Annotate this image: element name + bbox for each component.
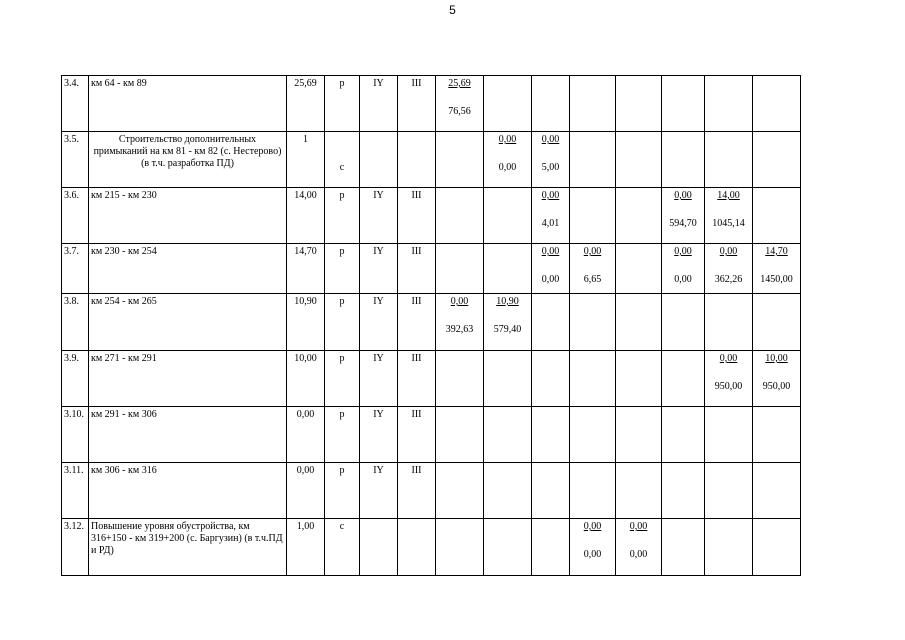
value-bottom: 0,00 bbox=[629, 549, 648, 560]
value-cell bbox=[753, 294, 801, 351]
section-name-cell: км 64 - км 89 bbox=[89, 76, 287, 132]
value-cell bbox=[662, 351, 705, 407]
value-cell bbox=[570, 188, 616, 244]
category-from-cell bbox=[360, 132, 398, 188]
value-bottom: 4,01 bbox=[541, 218, 560, 229]
value-bottom: 6,65 bbox=[583, 274, 602, 285]
table-row bbox=[62, 407, 801, 463]
value-cell bbox=[570, 351, 616, 407]
value-top: 0,00 bbox=[674, 190, 692, 201]
value-cell bbox=[532, 463, 570, 519]
value-top: 0,00 bbox=[583, 521, 602, 532]
row-number-cell: 3.10. bbox=[62, 407, 89, 463]
section-name-cell: Строительство дополнительных примыканий на км 81 - км 82 (с. Нестерово) (в т.ч. разработка ПД) bbox=[89, 132, 287, 188]
category-from-cell: IY bbox=[360, 244, 398, 294]
section-name-cell: км 254 - км 265 bbox=[89, 294, 287, 351]
value-cell bbox=[532, 407, 570, 463]
work-type-cell: р bbox=[325, 407, 360, 463]
category-to-cell: III bbox=[398, 351, 436, 407]
value-cell bbox=[570, 519, 616, 576]
value-top: 0,00 bbox=[450, 296, 469, 307]
value-cell bbox=[705, 244, 753, 294]
value-cell bbox=[705, 519, 753, 576]
value-cell bbox=[436, 407, 484, 463]
value-cell bbox=[484, 76, 532, 132]
value-cell bbox=[616, 463, 662, 519]
construction-schedule-table bbox=[61, 75, 801, 576]
work-type-cell: с bbox=[325, 132, 360, 188]
value-cell bbox=[616, 188, 662, 244]
value-cell bbox=[532, 244, 570, 294]
value-top: 0,00 bbox=[541, 134, 560, 145]
value-top: 0,00 bbox=[541, 190, 560, 201]
value-cell bbox=[532, 132, 570, 188]
value-bottom: 0,00 bbox=[674, 274, 692, 285]
category-to-cell bbox=[398, 519, 436, 576]
row-number-cell: 3.11. bbox=[62, 463, 89, 519]
value-top: 0,00 bbox=[719, 246, 738, 257]
page-number: 5 bbox=[449, 3, 456, 17]
work-type-cell: р bbox=[325, 76, 360, 132]
row-number-cell: 3.4. bbox=[62, 76, 89, 132]
table-row bbox=[62, 351, 801, 407]
length-cell: 25,69 bbox=[287, 76, 325, 132]
value-cell bbox=[436, 188, 484, 244]
value-bottom: 950,00 bbox=[714, 381, 743, 392]
category-from-cell: IY bbox=[360, 463, 398, 519]
value-bottom: 0,00 bbox=[541, 274, 560, 285]
value-top: 14,00 bbox=[717, 190, 740, 201]
category-from-cell: IY bbox=[360, 188, 398, 244]
value-cell bbox=[705, 294, 753, 351]
value-cell bbox=[436, 244, 484, 294]
category-from-cell: IY bbox=[360, 407, 398, 463]
length-cell: 10,00 bbox=[287, 351, 325, 407]
work-type-cell: р bbox=[325, 188, 360, 244]
value-cell bbox=[484, 351, 532, 407]
value-cell bbox=[662, 76, 705, 132]
row-number-cell: 3.8. bbox=[62, 294, 89, 351]
value-cell bbox=[570, 407, 616, 463]
table-row bbox=[62, 132, 801, 188]
value-top: 0,00 bbox=[583, 246, 602, 257]
value-cell bbox=[436, 132, 484, 188]
value-cell bbox=[753, 132, 801, 188]
length-cell: 0,00 bbox=[287, 407, 325, 463]
value-top: 0,00 bbox=[719, 353, 738, 364]
value-cell bbox=[484, 463, 532, 519]
value-cell bbox=[532, 76, 570, 132]
value-cell bbox=[532, 351, 570, 407]
value-cell bbox=[662, 519, 705, 576]
row-number-cell: 3.7. bbox=[62, 244, 89, 294]
value-cell bbox=[705, 76, 753, 132]
value-cell bbox=[662, 244, 705, 294]
length-cell: 1,00 bbox=[287, 519, 325, 576]
value-cell bbox=[532, 519, 570, 576]
value-bottom: 5,00 bbox=[541, 162, 560, 173]
value-cell bbox=[616, 132, 662, 188]
value-cell bbox=[662, 407, 705, 463]
value-top: 0,00 bbox=[541, 246, 560, 257]
value-top: 0,00 bbox=[498, 134, 517, 145]
row-number-cell: 3.6. bbox=[62, 188, 89, 244]
value-cell bbox=[753, 351, 801, 407]
value-cell bbox=[436, 294, 484, 351]
value-cell bbox=[532, 294, 570, 351]
value-bottom: 76,56 bbox=[448, 106, 471, 117]
table-row bbox=[62, 519, 801, 576]
value-cell bbox=[570, 244, 616, 294]
category-to-cell: III bbox=[398, 294, 436, 351]
value-cell bbox=[484, 132, 532, 188]
value-cell bbox=[753, 76, 801, 132]
value-cell bbox=[616, 76, 662, 132]
value-cell bbox=[705, 463, 753, 519]
value-top: 25,69 bbox=[448, 78, 471, 89]
section-name-cell: км 271 - км 291 bbox=[89, 351, 287, 407]
value-cell bbox=[705, 188, 753, 244]
value-cell bbox=[436, 463, 484, 519]
value-top: 14,70 bbox=[765, 246, 788, 257]
value-bottom: 950,00 bbox=[762, 381, 791, 392]
value-cell bbox=[616, 351, 662, 407]
value-top: 0,00 bbox=[674, 246, 692, 257]
value-bottom: 392,63 bbox=[445, 324, 474, 335]
work-type-cell: р bbox=[325, 463, 360, 519]
value-cell bbox=[436, 76, 484, 132]
category-from-cell: IY bbox=[360, 76, 398, 132]
value-cell bbox=[616, 294, 662, 351]
table-row bbox=[62, 463, 801, 519]
category-from-cell bbox=[360, 519, 398, 576]
value-cell bbox=[753, 188, 801, 244]
value-cell bbox=[616, 519, 662, 576]
value-top: 0,00 bbox=[629, 521, 648, 532]
value-bottom: 579,40 bbox=[493, 324, 522, 335]
value-cell bbox=[662, 294, 705, 351]
category-to-cell: III bbox=[398, 463, 436, 519]
value-cell bbox=[484, 188, 532, 244]
value-cell bbox=[753, 519, 801, 576]
category-to-cell bbox=[398, 132, 436, 188]
category-to-cell: III bbox=[398, 188, 436, 244]
length-cell: 1 bbox=[287, 132, 325, 188]
work-type-cell: с bbox=[325, 519, 360, 576]
value-cell bbox=[616, 244, 662, 294]
value-cell bbox=[570, 463, 616, 519]
category-from-cell: IY bbox=[360, 294, 398, 351]
table-row bbox=[62, 76, 801, 132]
category-to-cell: III bbox=[398, 244, 436, 294]
value-bottom: 0,00 bbox=[583, 549, 602, 560]
value-bottom: 362,26 bbox=[714, 274, 743, 285]
value-cell bbox=[662, 132, 705, 188]
category-to-cell: III bbox=[398, 76, 436, 132]
value-cell bbox=[705, 407, 753, 463]
value-bottom: 1045,14 bbox=[712, 218, 745, 229]
value-cell bbox=[662, 463, 705, 519]
work-type-cell: р bbox=[325, 294, 360, 351]
row-number-cell: 3.5. bbox=[62, 132, 89, 188]
length-cell: 14,00 bbox=[287, 188, 325, 244]
section-name-cell: Повышение уровня обустройства, км 316+150 - км 319+200 (с. Баргузин) (в т.ч.ПД и РД) bbox=[89, 519, 287, 576]
table-row bbox=[62, 294, 801, 351]
value-cell bbox=[705, 351, 753, 407]
section-name-cell: км 291 - км 306 bbox=[89, 407, 287, 463]
length-cell: 0,00 bbox=[287, 463, 325, 519]
category-to-cell: III bbox=[398, 407, 436, 463]
value-cell bbox=[570, 76, 616, 132]
work-type-cell: р bbox=[325, 244, 360, 294]
value-bottom: 1450,00 bbox=[760, 274, 793, 285]
value-cell bbox=[705, 132, 753, 188]
value-cell bbox=[532, 188, 570, 244]
section-name-cell: км 215 - км 230 bbox=[89, 188, 287, 244]
row-number-cell: 3.9. bbox=[62, 351, 89, 407]
table-row bbox=[62, 244, 801, 294]
value-cell bbox=[484, 407, 532, 463]
value-cell bbox=[616, 407, 662, 463]
value-cell bbox=[570, 294, 616, 351]
row-number-cell: 3.12. bbox=[62, 519, 89, 576]
length-cell: 10,90 bbox=[287, 294, 325, 351]
length-cell: 14,70 bbox=[287, 244, 325, 294]
value-cell bbox=[484, 244, 532, 294]
value-bottom: 594,70 bbox=[669, 218, 697, 229]
table-row bbox=[62, 188, 801, 244]
value-cell bbox=[753, 463, 801, 519]
section-name-cell: км 306 - км 316 bbox=[89, 463, 287, 519]
value-cell bbox=[662, 188, 705, 244]
value-cell bbox=[436, 519, 484, 576]
value-cell bbox=[436, 351, 484, 407]
value-cell bbox=[484, 519, 532, 576]
value-cell bbox=[570, 132, 616, 188]
section-name-cell: км 230 - км 254 bbox=[89, 244, 287, 294]
work-type-cell: р bbox=[325, 351, 360, 407]
value-cell bbox=[753, 244, 801, 294]
value-cell bbox=[484, 294, 532, 351]
value-top: 10,00 bbox=[765, 353, 788, 364]
value-bottom: 0,00 bbox=[498, 162, 517, 173]
category-from-cell: IY bbox=[360, 351, 398, 407]
value-cell bbox=[753, 407, 801, 463]
value-top: 10,90 bbox=[496, 296, 519, 307]
